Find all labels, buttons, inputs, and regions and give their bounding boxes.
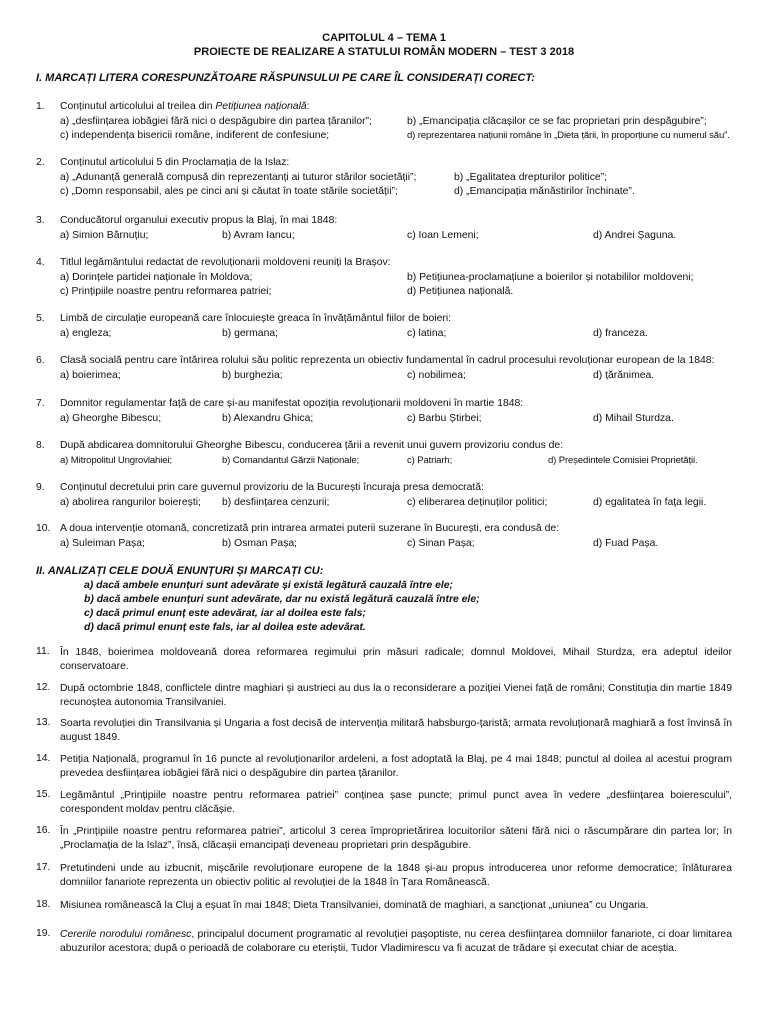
legend-b: b) dacă ambele enunțuri sunt adevărate, dar nu există legătură cauzală între ele; bbox=[84, 594, 480, 605]
question-number: 5. bbox=[36, 313, 45, 324]
option-b[interactable]: b) Petițiunea-proclamațiune a boierilor și notabililor moldoveni; bbox=[407, 272, 694, 283]
option-c[interactable]: c) Ioan Lemeni; bbox=[407, 230, 479, 241]
option-c[interactable]: c) „Domn responsabil, ales pe cinci ani și căutat în toate stările societății”; bbox=[60, 186, 398, 197]
statement-text: Misiunea românească la Cluj a eșuat în mai 1848; Dieta Transilvaniei, dominată de maghiari, a sancționat „uniunea” cu Ungaria. bbox=[60, 900, 649, 911]
option-b[interactable]: b) „Egalitatea drepturilor politice”; bbox=[454, 172, 608, 183]
option-c[interactable]: c) eliberarea deținuților politici; bbox=[407, 497, 548, 508]
question-number: 2. bbox=[36, 157, 45, 168]
statement-number: 19. bbox=[36, 928, 51, 939]
option-b[interactable]: b) burghezia; bbox=[222, 370, 283, 381]
statement-number: 13. bbox=[36, 717, 51, 728]
option-c[interactable]: c) latina; bbox=[407, 328, 447, 339]
question-text: Conținutul decretului prin care guvernul provizoriu de la București încuraja presa democrată: bbox=[60, 482, 484, 493]
statement-number: 12. bbox=[36, 682, 51, 693]
question-number: 10. bbox=[36, 523, 51, 534]
question-text: Titlul legământului redactat de revoluționarii moldoveni reuniți la Brașov: bbox=[60, 257, 391, 268]
option-d[interactable]: d) Fuad Pașa. bbox=[593, 538, 659, 549]
statement-text: Legământul „Prințipiile noastre pentru reformarea patriei” conținea șase puncte; primul punct avea în vedere „desființarea boierescului”, corespondent moldav pentru clăcășie. bbox=[60, 790, 732, 815]
option-d[interactable]: d) egalitatea în fața legii. bbox=[593, 497, 707, 508]
option-a[interactable]: a) Dorințele partidei naționale în Moldova; bbox=[60, 272, 253, 283]
statement-text: După octombrie 1848, conflictele dintre maghiari și austrieci au dus la o reconsiderare a poziției Vienei față de români; Constituția din martie 1849 recunoștea autonomia Transilvaniei. bbox=[60, 683, 732, 708]
option-a[interactable]: a) Mitropolitul Ungrovlahiei; bbox=[60, 455, 172, 466]
legend-a: a) dacă ambele enunțuri sunt adevărate și există legătură cauzală între ele; bbox=[84, 580, 454, 591]
option-b[interactable]: b) Osman Pașa; bbox=[222, 538, 298, 549]
option-a[interactable]: a) Simion Bărnuțiu; bbox=[60, 230, 149, 241]
option-d[interactable]: d) Mihail Sturdza. bbox=[593, 413, 674, 424]
option-a[interactable]: a) boierimea; bbox=[60, 370, 121, 381]
option-d[interactable]: d) țărănimea. bbox=[593, 370, 655, 381]
option-d[interactable]: d) Președintele Comisiei Proprietății. bbox=[548, 455, 698, 466]
question-text: A doua intervenție otomană, concretizată prin intrarea armatei puterii suzerane în București, era condusă de: bbox=[60, 523, 560, 534]
question-text: Limbă de circulație europeană care înlocuiește greaca în învățământul fiilor de boieri: bbox=[60, 313, 452, 324]
option-b[interactable]: b) Avram Iancu; bbox=[222, 230, 295, 241]
legend-d: d) dacă primul enunț este fals, iar al doilea este adevărat. bbox=[84, 622, 366, 633]
statement-number: 11. bbox=[36, 646, 50, 657]
option-a[interactable]: a) Suleiman Pașa; bbox=[60, 538, 145, 549]
question-number: 1. bbox=[36, 101, 45, 112]
statement-number: 17. bbox=[36, 862, 51, 873]
option-c[interactable]: c) Patriarh; bbox=[407, 455, 453, 466]
option-d[interactable]: d) Petițiunea națională. bbox=[407, 286, 514, 297]
question-text: Conținutul articolului al treilea din Petițiunea națională: bbox=[60, 101, 310, 112]
option-b[interactable]: b) desființarea cenzurii; bbox=[222, 497, 330, 508]
statement-text: Petiția Națională, programul în 16 puncte al revoluționarilor ardeleni, a fost adoptată la Blaj, pe 4 mai 1848; punctul al doilea al acestui program prevedea desființarea iobăgiei fără nici o despăgubire din partea țăranilor. bbox=[60, 754, 732, 779]
option-b[interactable]: b) germana; bbox=[222, 328, 279, 339]
option-a[interactable]: a) Gheorghe Bibescu; bbox=[60, 413, 162, 424]
question-number: 9. bbox=[36, 482, 45, 493]
section-2-title: II. ANALIZAȚI CELE DOUĂ ENUNȚURI ȘI MARCAȚI CU: bbox=[36, 565, 324, 577]
option-c[interactable]: c) Barbu Știrbei; bbox=[407, 413, 482, 424]
question-text: Conducătorul organului executiv propus la Blaj, în mai 1848: bbox=[60, 215, 338, 226]
option-c[interactable]: c) Sinan Pașa; bbox=[407, 538, 475, 549]
option-c[interactable]: c) nobilimea; bbox=[407, 370, 466, 381]
statement-text: În 1848, boierimea moldoveană dorea reformarea regimului prin măsuri radicale; domnul Moldovei, Mihail Sturdza, era adeptul ideilor conservatoare. bbox=[60, 647, 732, 672]
statement-text: În „Prințipiile noastre pentru reformarea patriei”, articolul 3 cerea împroprietărirea locuitorilor săteni fără nici o răscumpărare din partea lor; în „Proclamația de la Islaz”, însă, clăcașii emancipați deveneau proprietari prin despăgubire. bbox=[60, 826, 732, 851]
statement-number: 14. bbox=[36, 753, 51, 764]
chapter-title: CAPITOLUL 4 – TEMA 1 bbox=[322, 32, 446, 44]
option-a[interactable]: a) „Adunanță generală compusă din reprezentanți ai tuturor stărilor societății”; bbox=[60, 172, 417, 183]
statement-number: 18. bbox=[36, 899, 51, 910]
question-number: 6. bbox=[36, 355, 45, 366]
question-number: 3. bbox=[36, 215, 45, 226]
statement-text: Cererile norodului românesc, principalul document programatic al revoluției pașoptiste, nu cerea desființarea domniilor fanariote, ci doar limitarea abuzurilor acestora; după o perioadă de colaborare cu eteriștii, Tudor Vladimirescu va fi acuzat de trădare și executat chiar de aceștia. bbox=[60, 929, 732, 954]
statement-number: 15. bbox=[36, 789, 51, 800]
question-text: Clasă socială pentru care întărirea rolului său politic reprezenta un obiectiv fundamental în cadrul procesului revoluționar european de la 1848: bbox=[60, 355, 715, 366]
statement-number: 16. bbox=[36, 825, 51, 836]
question-number: 4. bbox=[36, 257, 45, 268]
option-b[interactable]: b) Comandantul Gărzii Naționale; bbox=[222, 455, 360, 466]
option-d[interactable]: d) „Emancipația mănăstirilor închinate”. bbox=[454, 186, 635, 197]
question-text: Domnitor regulamentar față de care și-au manifestat opoziția revoluționarii moldoveni în martie 1848: bbox=[60, 398, 524, 409]
section-1-title: I. MARCAȚI LITERA CORESPUNZĂTOARE RĂSPUNSULUI PE CARE ÎL CONSIDERAȚI CORECT: bbox=[36, 72, 535, 84]
option-a[interactable]: a) engleza; bbox=[60, 328, 112, 339]
option-a[interactable]: a) abolirea rangurilor boierești; bbox=[60, 497, 201, 508]
option-a[interactable]: a) „desființarea iobăgiei fără nici o despăgubire din partea țăranilor”; bbox=[60, 116, 372, 127]
question-number: 7. bbox=[36, 398, 45, 409]
question-number: 8. bbox=[36, 440, 45, 451]
statement-text: Soarta revoluției din Transilvania și Ungaria a fost decisă de intervenția militară habsburgo-țaristă; armata revoluționară maghiară a fost învinsă în august 1849. bbox=[60, 718, 732, 743]
test-title: PROIECTE DE REALIZARE A STATULUI ROMÂN MODERN – TEST 3 2018 bbox=[193, 46, 575, 58]
option-d[interactable]: d) reprezentarea națiunii române în „Dieta țării, în proporțiune cu numerul său”. bbox=[407, 130, 730, 141]
option-b[interactable]: b) Alexandru Ghica; bbox=[222, 413, 314, 424]
option-c[interactable]: c) independența bisericii române, indiferent de confesiune; bbox=[60, 130, 330, 141]
question-text: După abdicarea domnitorului Gheorghe Bibescu, conducerea țării a revenit unui guvern provizoriu condus de: bbox=[60, 440, 564, 451]
option-d[interactable]: d) franceza. bbox=[593, 328, 648, 339]
option-c[interactable]: c) Prințipiile noastre pentru reformarea patriei; bbox=[60, 286, 272, 297]
option-b[interactable]: b) „Emancipația clăcașilor ce se fac proprietari prin despăgubire”; bbox=[407, 116, 707, 127]
option-d[interactable]: d) Andrei Șaguna. bbox=[593, 230, 677, 241]
legend-c: c) dacă primul enunț este adevărat, iar al doilea este fals; bbox=[84, 608, 366, 619]
statement-text: Pretutindeni unde au izbucnit, mișcările revoluționare europene de la 1848 și-au propus introducerea unor reforme democratice; înlăturarea domniilor fanariote reprezenta un obiectiv politic al revoluției de la 1848 în Țara Românească. bbox=[60, 863, 732, 888]
question-text: Conținutul articolului 5 din Proclamația de la Islaz: bbox=[60, 157, 290, 168]
